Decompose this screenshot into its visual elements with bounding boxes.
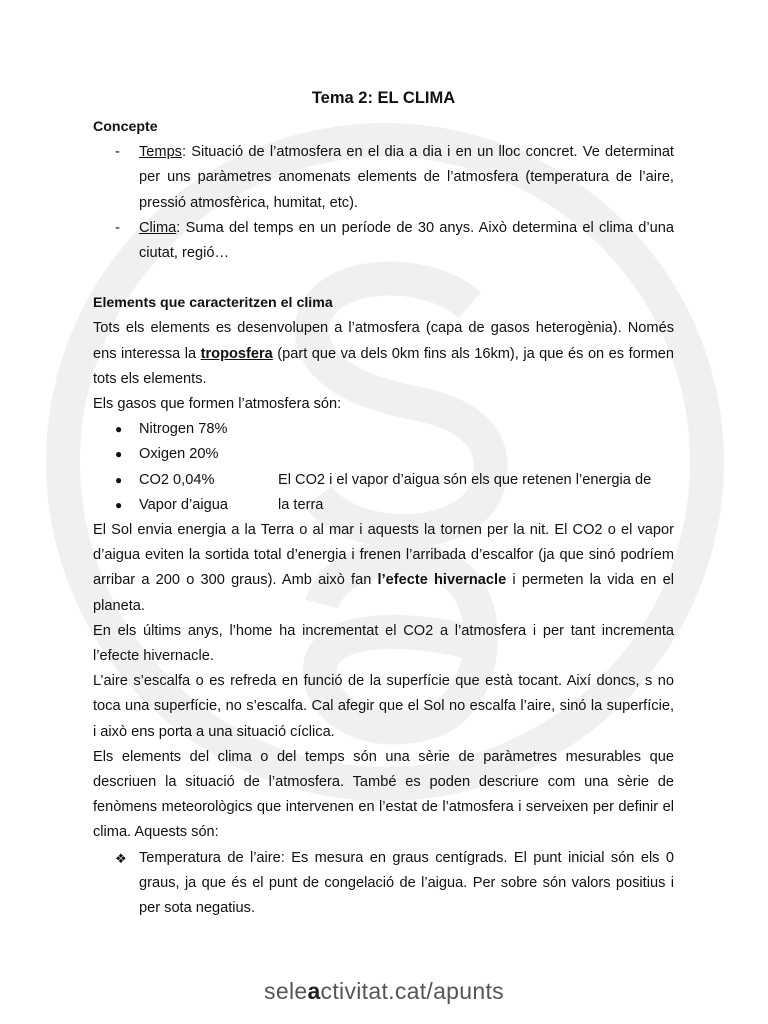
spacer (93, 266, 674, 291)
page-title: Tema 2: EL CLIMA (311, 89, 456, 107)
paragraph-aire: L’aire s’escalfa o es refreda en funció de la superfície que està tocant. Així doncs, s no toca una superfície, no s’escalfa. Cal afegir que el Sol no escalfa l’aire, sinó la superfície, i això ens porta a una situació cíclica. (93, 673, 674, 740)
gas-note: la terra (278, 496, 324, 513)
gas-name: Nitrogen 78% (139, 421, 228, 438)
definition-text: : Suma del temps en un període de 30 anys. Això determina el clima d’una ciutat, regió… (139, 219, 674, 262)
term-temps: Temps (139, 144, 182, 161)
paragraph-text: Tots els elements es desenvolupen a l’atmosfera (capa de gasos heterogènia). Només ens interessa la (93, 320, 674, 362)
bullet-icon: ● (115, 472, 123, 487)
paragraph-text: (part que va dels 0km fins als 16km), ja que és on es formen tots els elements. (93, 345, 674, 387)
gas-item (93, 442, 674, 467)
bullet-icon: ● (115, 497, 123, 512)
paragraph-gasos: Els gasos que formen l’atmosfera són: (93, 396, 342, 413)
gas-item (93, 417, 674, 442)
term-clima: Clima (139, 219, 177, 236)
footer-text: ctivitat.cat/apunts (320, 978, 504, 1004)
definition-item-temps (93, 140, 674, 216)
gas-note: El CO2 i el vapor d’aigua són els que retenen l’energia de (278, 471, 652, 488)
definition-list (93, 140, 674, 266)
gas-name: CO2 0,04% (139, 471, 215, 488)
gas-item (93, 468, 674, 493)
footer-text: sele (264, 978, 308, 1004)
bullet-icon: ● (115, 422, 123, 437)
element-text: Temperatura de l’aire: Es mesura en graus centígrads. El punt inicial són els 0 graus, ja que és el punt de congelació de l’aigua. Per sobre són valors positius i per sota negatius. (139, 849, 674, 917)
element-list (93, 846, 674, 922)
gas-list (93, 417, 674, 518)
term-troposfera: troposfera (200, 345, 273, 362)
definition-item-clima (93, 216, 674, 266)
section-heading-concepte: Concepte (93, 119, 158, 135)
diamond-bullet-icon: ❖ (115, 850, 127, 866)
paragraph-elements: Els elements del clima o del temps són una sèrie de paràmetres mesurables que descriuen la situació de l’atmosfera. També es poden descriure com una sèrie de fenòmens meteorològics que intervenen en l’estat de l’atmosfera i serveixen per definir el clima. Aquests són: (93, 748, 674, 841)
footer-brand (0, 978, 768, 1005)
term-efecte-hivernacle: l’efecte hivernacle (377, 572, 507, 589)
dash-marker: - (115, 219, 120, 236)
paragraph-ultims-anys: En els últims anys, l’home ha incrementat el CO2 a l’atmosfera i per tant incrementa l’efecte hivernacle. (93, 622, 674, 665)
gas-item (93, 493, 674, 518)
dash-marker: - (115, 144, 120, 161)
gas-name: Vapor d’aigua (139, 496, 228, 513)
document-page (93, 86, 674, 921)
paragraph-atmosfera (93, 316, 674, 392)
definition-text: : Situació de l’atmosfera en el dia a dia i en un lloc concret. Ve determinat per uns paràmetres anomenats elements de l’atmosfera (temperatura de l’aire, pressió atmosfèrica, humitat, etc). (139, 144, 674, 211)
footer-text-bold: a (307, 978, 321, 1004)
section-heading-elements: Elements que caracteritzen el clima (93, 295, 333, 312)
gas-name: Oxigen 20% (139, 446, 219, 463)
paragraph-text: i permeten la vida en el planeta. (93, 572, 674, 614)
paragraph-sol (93, 518, 674, 619)
bullet-icon: ● (115, 447, 123, 462)
element-item-temperatura (93, 846, 674, 922)
paragraph-text: El Sol envia energia a la Terra o al mar i aquests la tornen per la nit. El CO2 o el vapor d’aigua eviten la sortida total d’energia i frenen l’arribada d’escalfor (ja que sinó podríem arribar a 200 o 300 graus). Amb això fan (93, 522, 674, 589)
